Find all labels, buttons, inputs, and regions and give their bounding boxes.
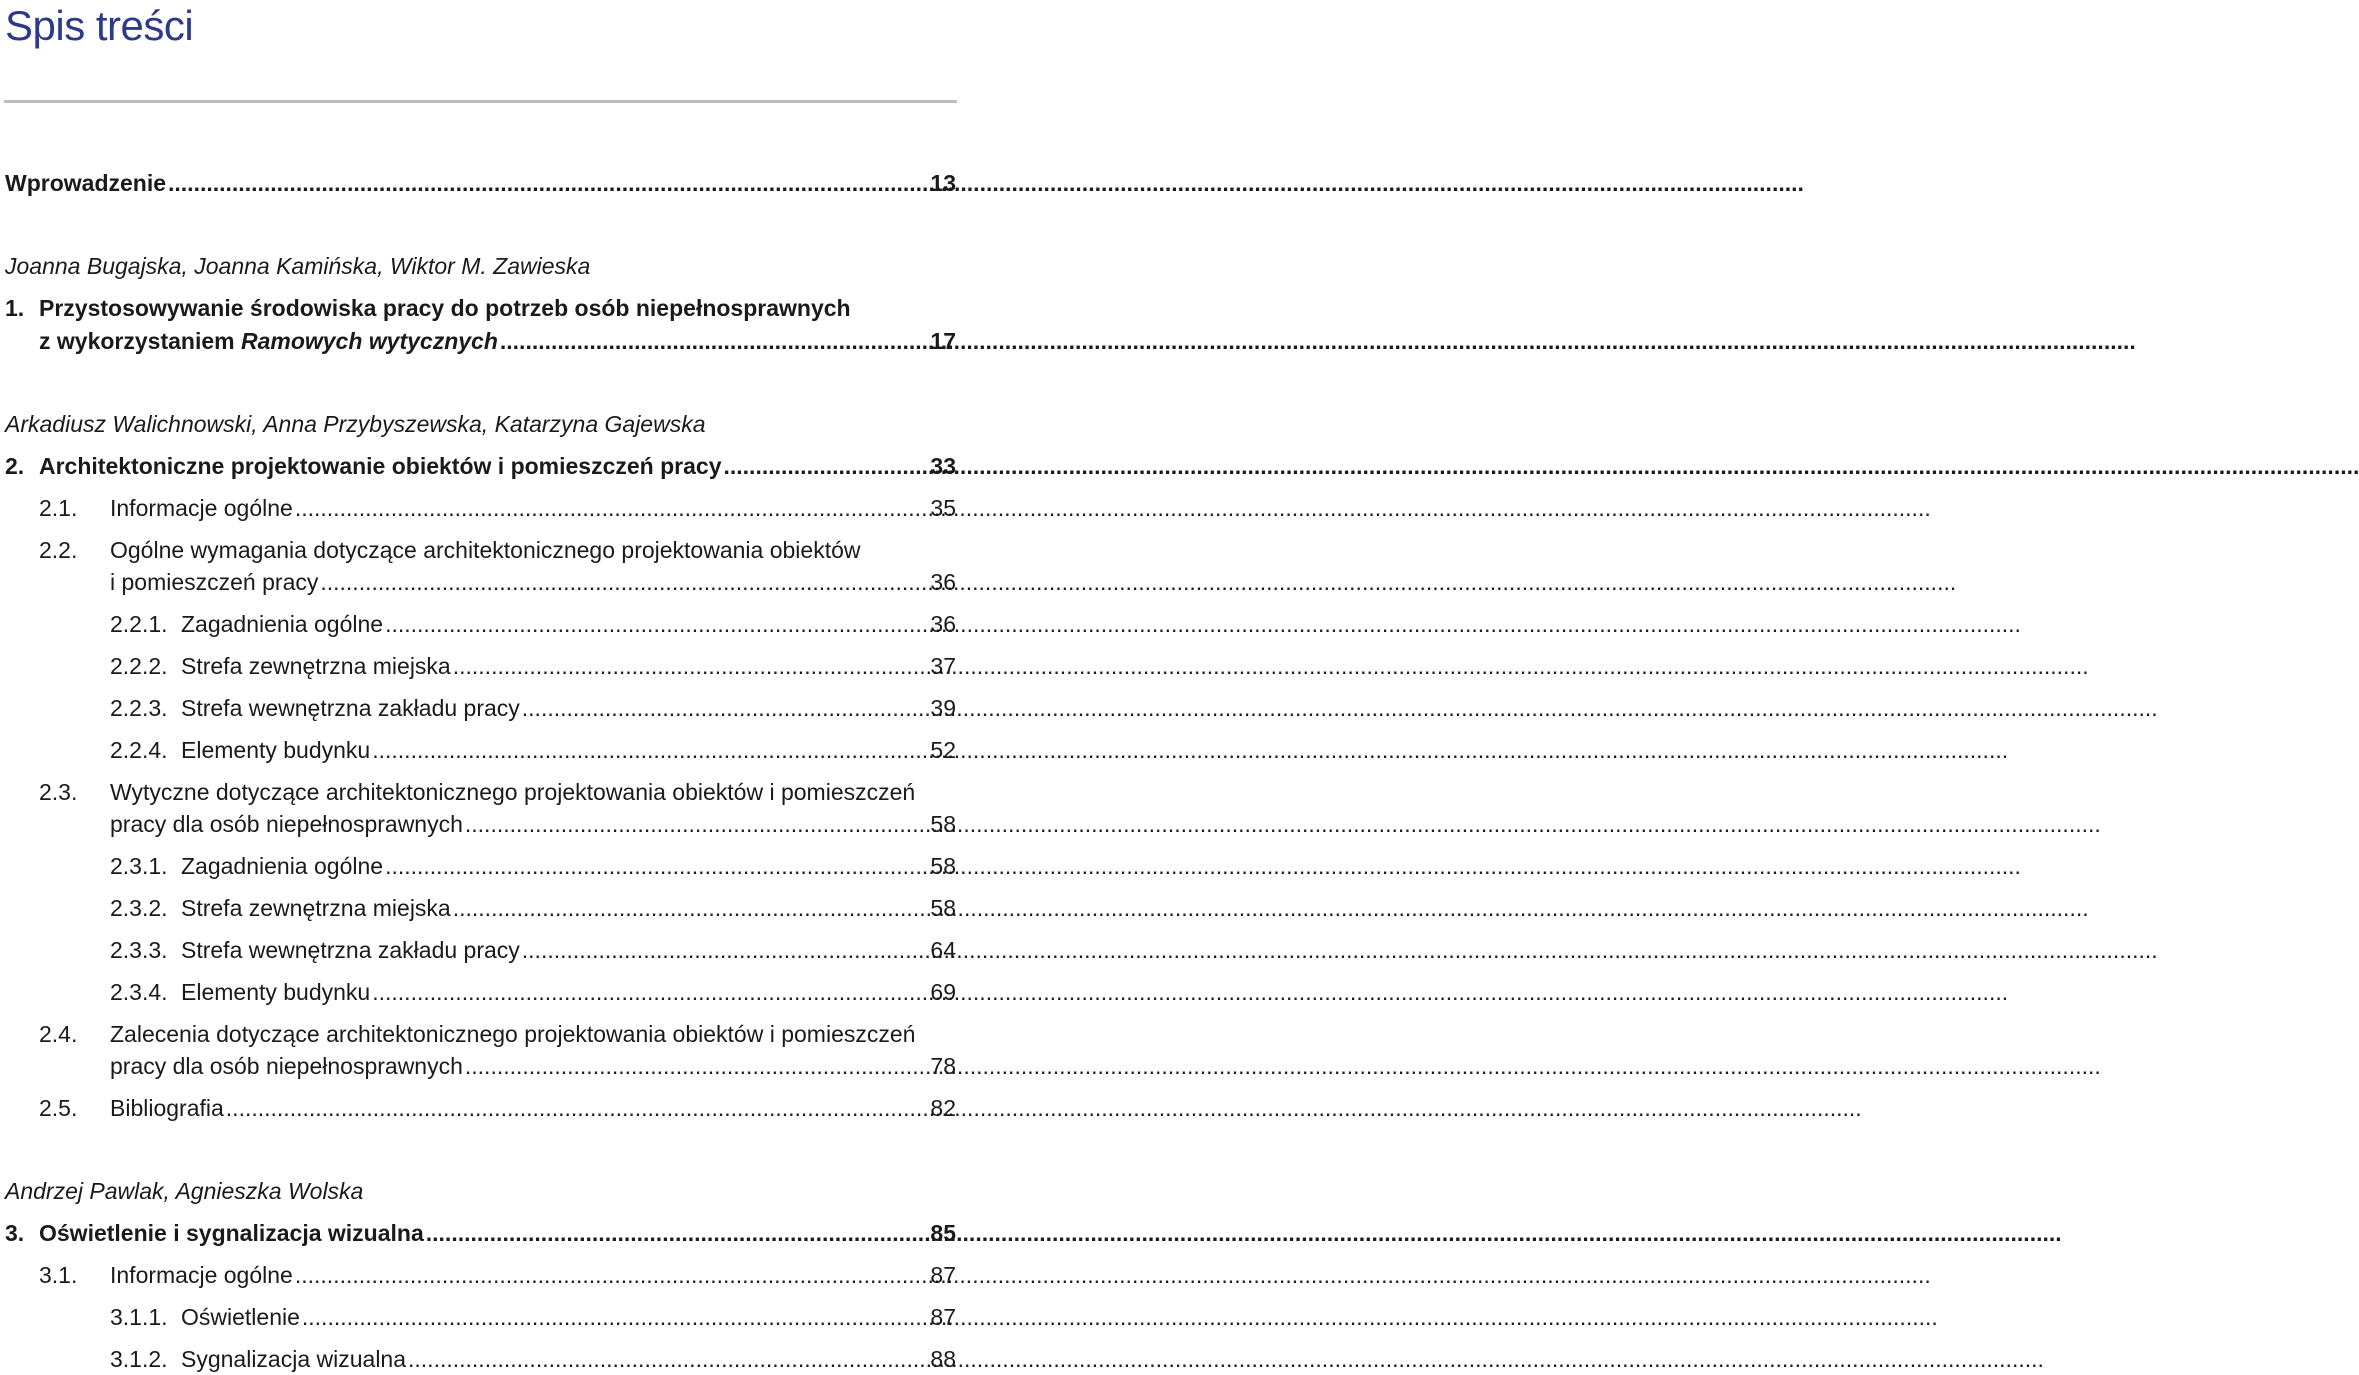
toc-page-number: 37 — [930, 653, 956, 679]
toc-number: 2.3.2. — [110, 895, 168, 921]
toc-entry-title: Strefa wewnętrzna zakładu pracy — [181, 937, 520, 963]
dot-leader — [372, 735, 928, 765]
dot-leader — [465, 1051, 929, 1081]
page-title: Spis treści — [5, 2, 194, 49]
toc-number: 2.2.2. — [110, 653, 168, 679]
toc-page-number: 36 — [930, 569, 956, 595]
toc-number: 3. — [5, 1220, 25, 1246]
dot-leader — [465, 809, 929, 839]
toc-page-number: 69 — [930, 979, 956, 1005]
toc-entry-2-3-2[interactable] — [110, 893, 956, 923]
toc-entry-title: Architektoniczne projektowanie obiektów i pomieszczeń pracy — [39, 453, 722, 479]
toc-entry-2-3[interactable] — [110, 809, 956, 839]
dot-leader — [372, 977, 928, 1007]
dot-leader — [168, 168, 928, 198]
toc-entry-title: pracy dla osób niepełnosprawnych — [110, 1053, 463, 1079]
dot-leader — [408, 1344, 928, 1374]
chapter-2-authors: Arkadiusz Walichnowski, Anna Przybyszewska, Katarzyna Gajewska — [5, 411, 706, 437]
toc-entry-2-2-line1[interactable]: Ogólne wymagania dotyczące architektonicznego projektowania obiektów — [110, 537, 861, 563]
toc-entry-chapter-2[interactable] — [5, 451, 956, 481]
toc-entry-title: Strefa zewnętrzna miejska — [181, 653, 451, 679]
toc-page-number: 87 — [930, 1262, 956, 1288]
toc-page-number: 64 — [930, 937, 956, 963]
dot-leader — [724, 451, 929, 481]
toc-entry-2-5[interactable] — [39, 1093, 956, 1123]
toc-entry-2-2-4[interactable] — [110, 735, 956, 765]
toc-entry-title: Informacje ogólne — [110, 495, 293, 521]
toc-page-number: 85 — [930, 1220, 956, 1246]
toc-entry-2-2-3[interactable] — [110, 693, 956, 723]
toc-entry-2-2-1[interactable] — [110, 609, 956, 639]
toc-number: 3.1. — [39, 1262, 78, 1288]
toc-number: 2.3.3. — [110, 937, 168, 963]
dot-leader — [453, 651, 929, 681]
dot-leader — [426, 1218, 929, 1248]
toc-entry-title: Zagadnienia ogólne — [181, 853, 384, 879]
chapter-1-title-prefix: z wykorzystaniem — [39, 328, 241, 354]
toc-page-number: 17 — [930, 328, 956, 354]
toc-number: 3.1.2. — [110, 1346, 168, 1372]
toc-entry-2-4-line1[interactable]: Zalecenia dotyczące architektonicznego projektowania obiektów i pomieszczeń — [110, 1021, 916, 1047]
toc-entry-2-2-2[interactable] — [110, 651, 956, 681]
toc-page-number: 58 — [930, 895, 956, 921]
toc-number: 2.1. — [39, 495, 78, 521]
chapter-1-title-line1[interactable]: Przystosowywanie środowiska pracy do potrzeb osób niepełnosprawnych — [39, 295, 851, 321]
toc-entry-title: Strefa wewnętrzna zakładu pracy — [181, 695, 520, 721]
chapter-1-authors: Joanna Bugajska, Joanna Kamińska, Wiktor M. Zawieska — [5, 253, 591, 279]
dot-leader — [522, 693, 929, 723]
toc-entry-2-3-line1[interactable]: Wytyczne dotyczące architektonicznego projektowania obiektów i pomieszczeń — [110, 779, 916, 805]
toc-entry-title: Strefa zewnętrzna miejska — [181, 895, 451, 921]
dot-leader — [295, 1260, 929, 1290]
toc-page-number: 33 — [930, 453, 956, 479]
dot-leader — [385, 851, 928, 881]
toc-entry-2-2[interactable] — [110, 567, 956, 597]
toc-entry-title: Oświetlenie — [181, 1304, 300, 1330]
toc-number: 2.5. — [39, 1095, 78, 1121]
toc-page-number: 78 — [930, 1053, 956, 1079]
toc-entry-2-4[interactable] — [110, 1051, 956, 1081]
toc-page-number: 82 — [930, 1095, 956, 1121]
toc-entry-intro[interactable] — [5, 168, 956, 198]
dot-leader — [500, 326, 929, 356]
toc-page-number: 13 — [930, 170, 956, 196]
dot-leader — [453, 893, 929, 923]
toc-number-2-2: 2.2. — [39, 537, 78, 563]
dot-leader — [302, 1302, 929, 1332]
toc-page-number: 88 — [930, 1346, 956, 1372]
toc-entry-2-3-1[interactable] — [110, 851, 956, 881]
toc-page-number: 39 — [930, 695, 956, 721]
chapter-1-title-italic: Ramowych wytycznych — [240, 328, 498, 354]
toc-page-number: 35 — [930, 495, 956, 521]
toc-entry-title: Informacje ogólne — [110, 1262, 293, 1288]
toc-entry-3-1-2[interactable] — [110, 1344, 956, 1374]
toc-entry-title: pracy dla osób niepełnosprawnych — [110, 811, 463, 837]
toc-entry-2-1[interactable] — [39, 493, 956, 523]
dot-leader — [522, 935, 929, 965]
toc-entry-title: Wprowadzenie — [5, 170, 167, 196]
toc-number: 2.3.1. — [110, 853, 168, 879]
toc-entry-title: Elementy budynku — [181, 979, 371, 1005]
toc-entry-3-1-1[interactable] — [110, 1302, 956, 1332]
title-divider — [4, 100, 957, 103]
toc-entry-title: Bibliografia — [110, 1095, 224, 1121]
toc-page-number: 58 — [930, 811, 956, 837]
toc-number: 2. — [5, 453, 25, 479]
toc-entry-3-1[interactable] — [39, 1260, 956, 1290]
toc-entry-chapter-3[interactable] — [5, 1218, 956, 1248]
toc-entry-2-3-4[interactable] — [110, 977, 956, 1007]
toc-number: 2.2.3. — [110, 695, 168, 721]
toc-page-number: 58 — [930, 853, 956, 879]
toc-page-number: 87 — [930, 1304, 956, 1330]
toc-entry-title: i pomieszczeń pracy — [110, 569, 319, 595]
dot-leader — [226, 1093, 929, 1123]
chapter-1-title-line2 — [39, 326, 498, 356]
chapter-1-number: 1. — [5, 295, 25, 321]
toc-page-number: 36 — [930, 611, 956, 637]
toc-number: 2.2.4. — [110, 737, 168, 763]
toc-number-2-3: 2.3. — [39, 779, 78, 805]
toc-entry-title: Zagadnienia ogólne — [181, 611, 384, 637]
dot-leader — [295, 493, 929, 523]
toc-entry-title: Elementy budynku — [181, 737, 371, 763]
toc-entry-title: Oświetlenie i sygnalizacja wizualna — [39, 1220, 424, 1246]
toc-number: 2.2.1. — [110, 611, 168, 637]
toc-number: 2.3.4. — [110, 979, 168, 1005]
toc-entry-2-3-3[interactable] — [110, 935, 956, 965]
dot-leader — [320, 567, 928, 597]
dot-leader — [385, 609, 928, 639]
toc-page-number: 52 — [930, 737, 956, 763]
toc-entry-title: Sygnalizacja wizualna — [181, 1346, 407, 1372]
toc-entry-chapter-1[interactable] — [39, 326, 956, 356]
toc-number-2-4: 2.4. — [39, 1021, 78, 1047]
toc-number: 3.1.1. — [110, 1304, 168, 1330]
chapter-3-authors: Andrzej Pawlak, Agnieszka Wolska — [5, 1178, 364, 1204]
